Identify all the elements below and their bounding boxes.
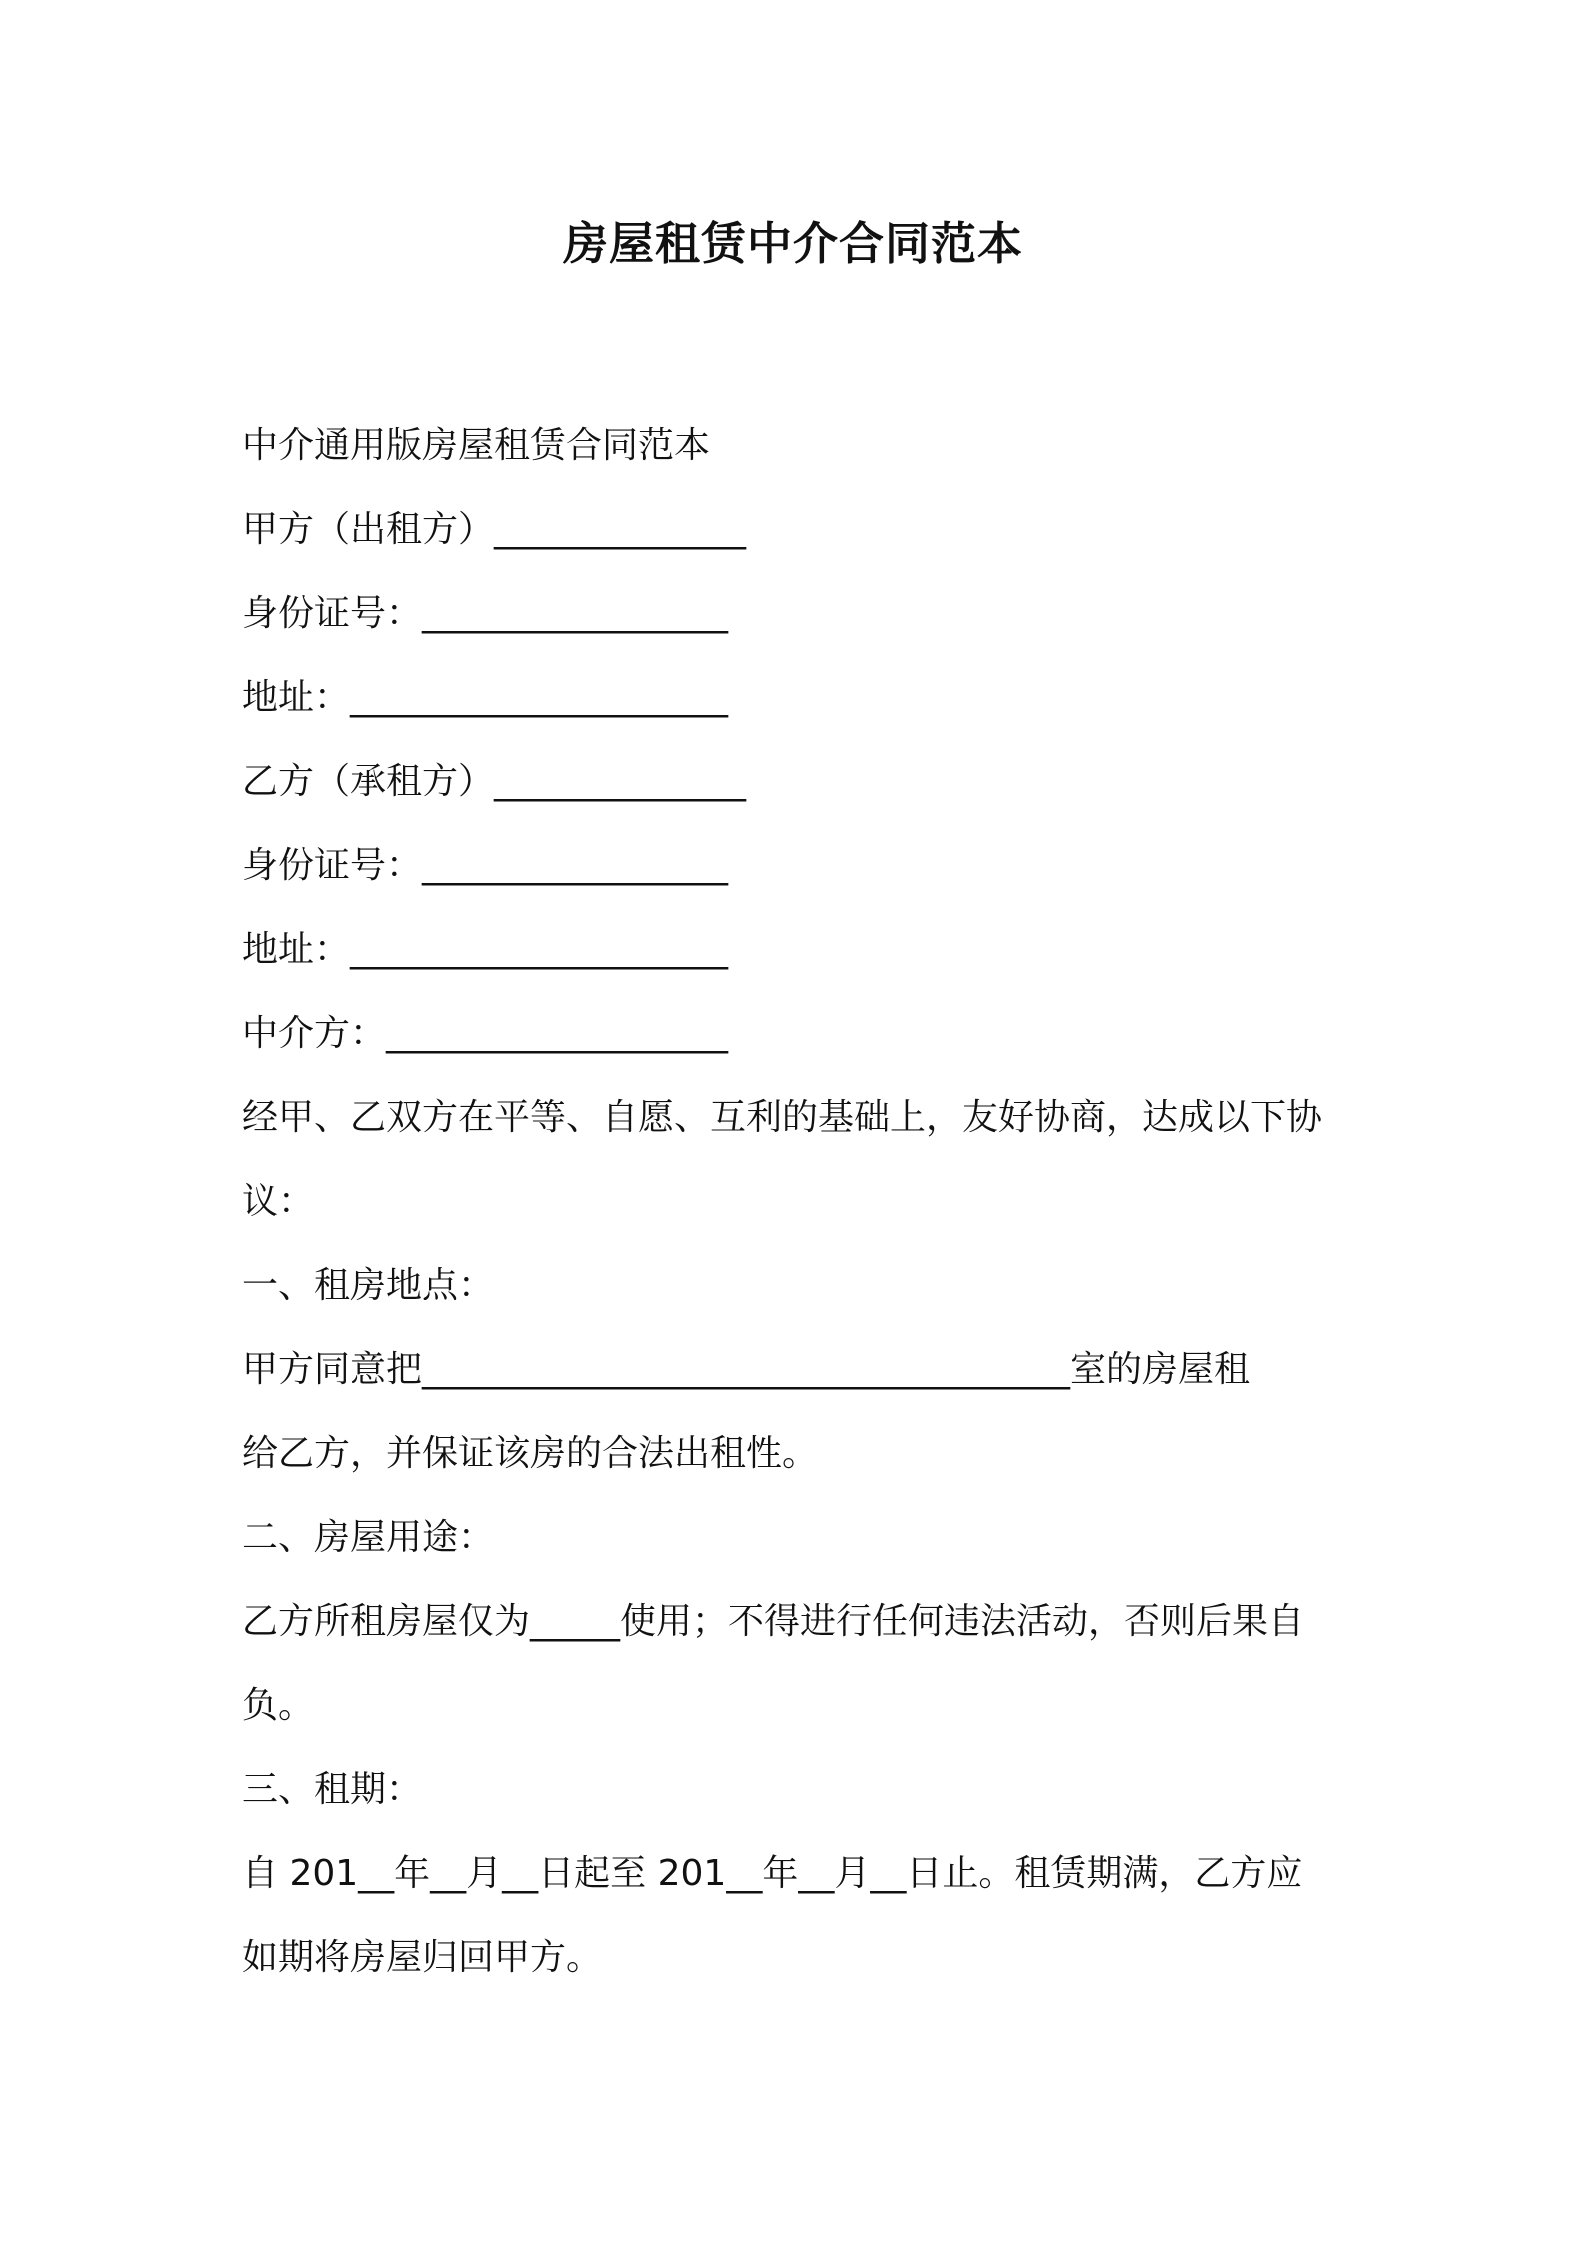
section-3-text-line-2: 如期将房屋归回甲方。 xyxy=(242,1937,603,1978)
section-1-text-line-2: 给乙方，并保证该房的合法出租性。 xyxy=(242,1433,819,1474)
agreement-intro-line-1: 经甲、乙双方在平等、自愿、互利的基础上，友好协商，达成以下协 xyxy=(242,1097,1323,1138)
section-2-text-line-2: 负。 xyxy=(242,1685,315,1726)
section-3-text-line-1: 自 201__年__月__日起至 201__年__月__日止。租赁期满，乙方应 xyxy=(242,1853,1303,1894)
party-b-id-line: 身份证号：_________________ xyxy=(242,845,729,886)
section-1-heading: 一、租房地点： xyxy=(242,1265,495,1306)
section-2-heading: 二、房屋用途： xyxy=(242,1517,495,1558)
section-3-heading: 三、租期： xyxy=(242,1769,423,1810)
document-title: 房屋租赁中介合同范本 xyxy=(562,217,1023,270)
party-a-id-line: 身份证号：_________________ xyxy=(242,593,729,634)
subtitle-line: 中介通用版房屋租赁合同范本 xyxy=(242,425,711,466)
party-b-line: 乙方（承租方）______________ xyxy=(242,761,747,802)
party-a-address-line: 地址：_____________________ xyxy=(242,677,729,718)
section-2-text-line-1: 乙方所租房屋仅为_____使用；不得进行任何违法活动，否则后果自 xyxy=(242,1601,1305,1642)
section-1-text-line-1: 甲方同意把____________________________________室的房屋租 xyxy=(242,1349,1251,1390)
party-b-address-line: 地址：_____________________ xyxy=(242,929,729,970)
agreement-intro-line-2: 议： xyxy=(242,1181,315,1222)
party-a-line: 甲方（出租方）______________ xyxy=(242,509,747,550)
document-body xyxy=(242,404,1362,2000)
agent-line: 中介方：___________________ xyxy=(242,1013,729,1054)
